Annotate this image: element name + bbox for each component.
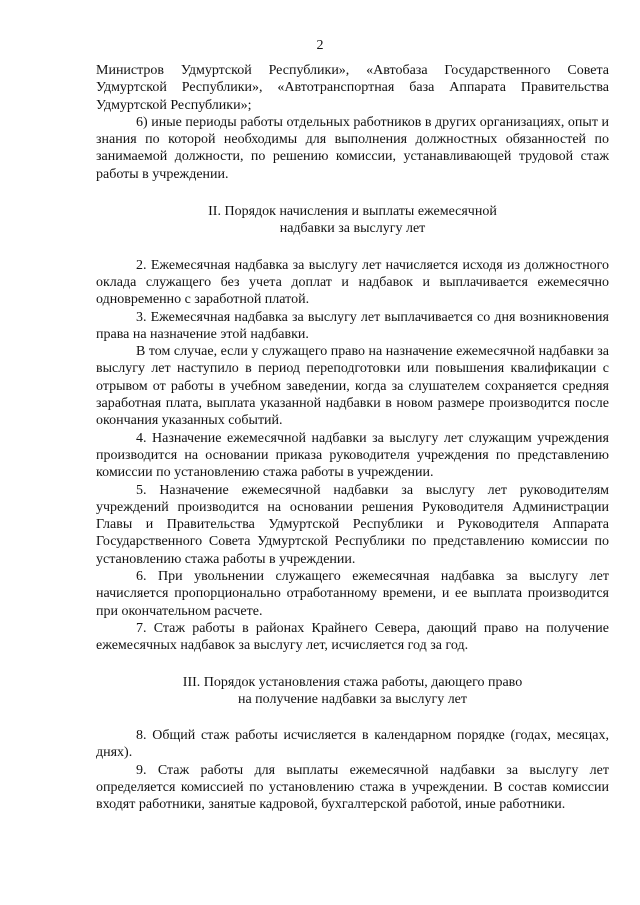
section-3-heading bbox=[96, 674, 609, 709]
paragraph-6: 6. При увольнении служащего ежемесячная надбавка за выслугу лет начисляется пропорционально отработанному времени, и ее выплата производится при окончательном расчете. bbox=[96, 569, 609, 619]
paragraph-7: 7. Стаж работы в районах Крайнего Севера, дающий право на получение ежемесячных надбавок за выслугу лет, исчисляется год за год. bbox=[96, 620, 609, 654]
paragraph-3-continuation: В том случае, если у служащего право на назначение ежемесячной надбавки за выслугу лет наступило в период переподготовки или повышения квалификации с отрывом от работы в учебном заведении, когда за слушателем сохраняется средняя заработная плата, выплата указанной надбавки в новом размере производится после окончания указанных событий. bbox=[96, 344, 609, 429]
section-2-heading-line1: II. Порядок начисления и выплаты ежемесячной bbox=[208, 204, 497, 220]
section-3-heading-line1: III. Порядок установления стажа работы, дающего право bbox=[182, 674, 523, 690]
paragraph-5: 5. Назначение ежемесячной надбавки за выслугу лет руководителям учреждений производится на основании решения Руководителя Администрации Главы и Правительства Удмуртской Республики и Руководителя Аппарата Государственного Совета Удмуртской Республики по представлению комиссии по установлению стажа работы в учреждении. bbox=[96, 482, 609, 567]
section-3-heading-line2: на получение надбавки за выслугу лет bbox=[237, 691, 468, 707]
page-number: 2 bbox=[316, 38, 324, 53]
paragraph-9: 9. Стаж работы для выплаты ежемесячной надбавки за выслугу лет определяется комиссией по установлению стажа в учреждении. В состав комиссии входят работники, занятые кадровой, бухгалтерской работой, иные работники. bbox=[96, 762, 609, 813]
paragraph-8: 8. Общий стаж работы исчисляется в календарном порядке (годах, месяцах, днях). bbox=[96, 728, 609, 761]
paragraph-3: 3. Ежемесячная надбавка за выслугу лет выплачивается со дня возникновения права на назначение этой надбавки. bbox=[96, 309, 609, 342]
paragraph-intro-continuation: Министров Удмуртской Республики», «Автобаза Государственного Совета Удмуртской Республики», «Автотранспортная база Аппарата Правительства Удмуртской Республики»; bbox=[96, 63, 609, 113]
section-2-heading bbox=[96, 203, 609, 238]
document-body bbox=[96, 62, 609, 814]
paragraph-item-6: 6) иные периоды работы отдельных работников в других организациях, опыт и знания по которой необходимы для выполнения должностных обязанностей по занимаемой должности, по решению комиссии, устанавливающей трудовой стаж работы в учреждении. bbox=[96, 114, 609, 182]
paragraph-4: 4. Назначение ежемесячной надбавки за выслугу лет служащим учреждения производится на основании приказа руководителя учреждения по представлению комиссии по установлению стажа работы в учреждении. bbox=[96, 430, 609, 481]
paragraph-2: 2. Ежемесячная надбавка за выслугу лет начисляется исходя из должностного оклада служащего без учета доплат и надбавок и выплачивается ежемесячно одновременно с заработной платой. bbox=[96, 257, 609, 308]
section-2-heading-line2: надбавки за выслугу лет bbox=[279, 221, 426, 237]
